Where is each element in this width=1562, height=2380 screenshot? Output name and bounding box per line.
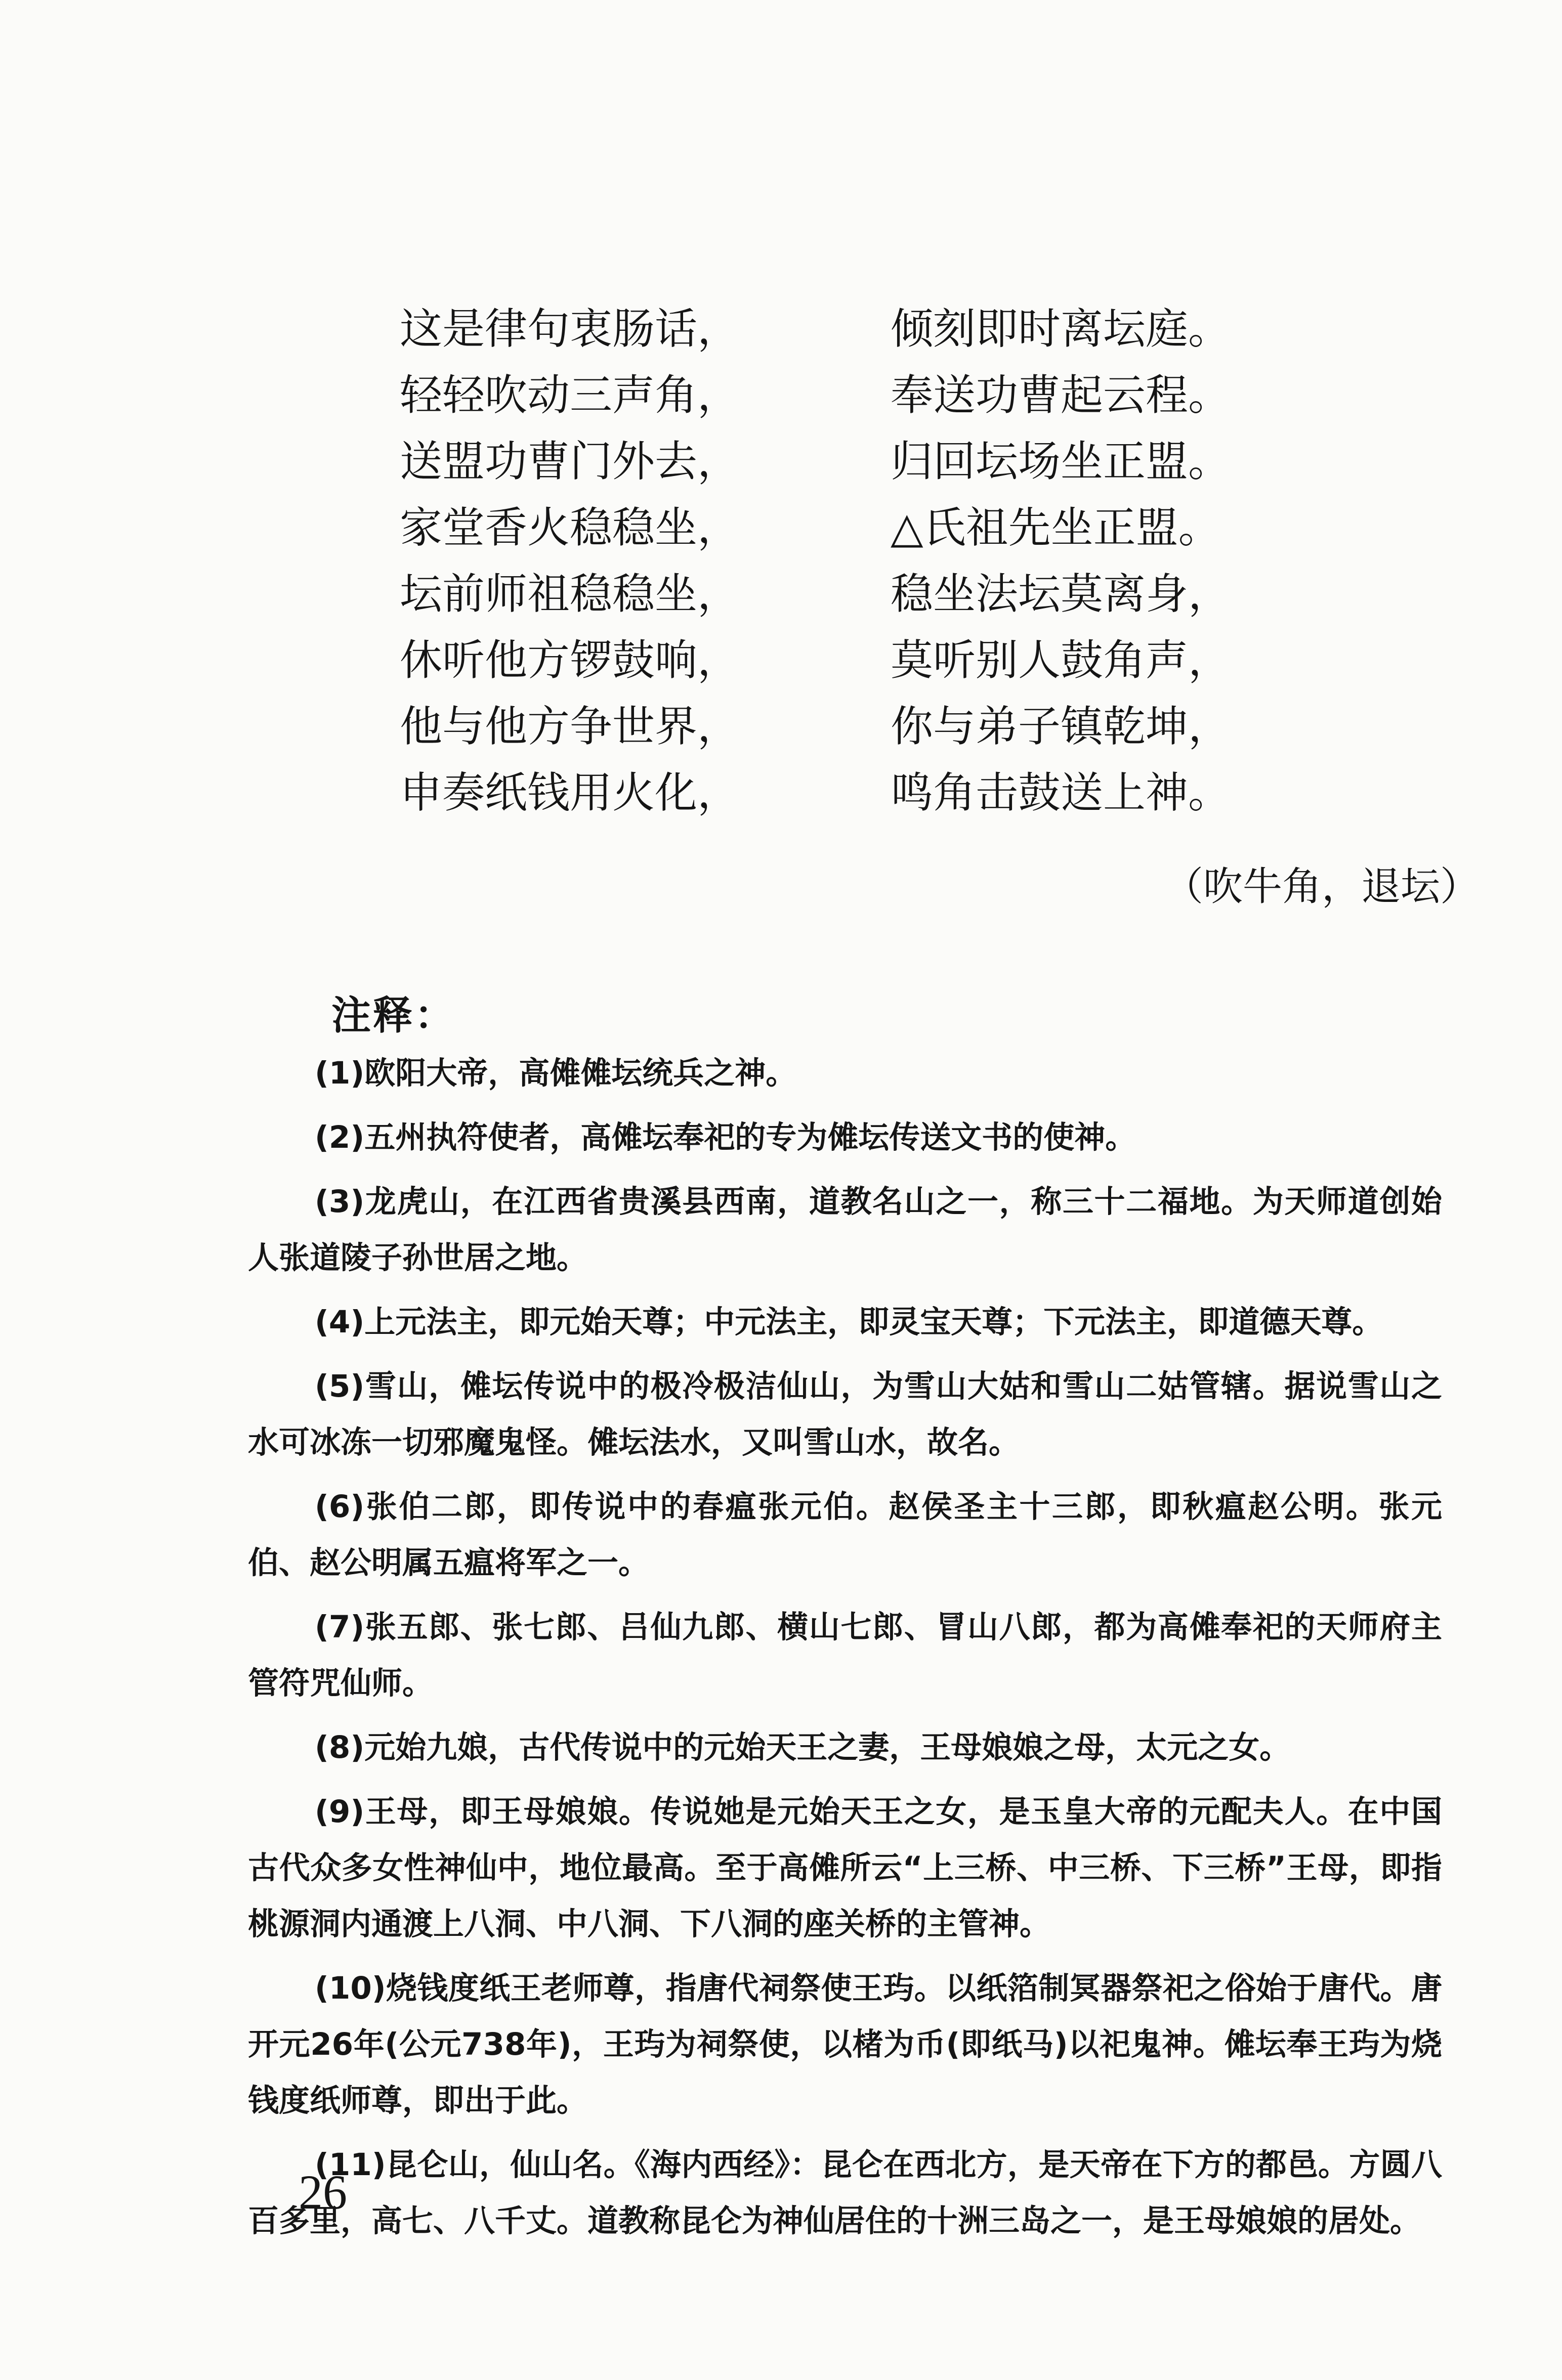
note-item: (11)昆仑山，仙山名。《海内西经》：昆仑在西北方，是天帝在下方的都邑。方圆八百多里，高七、八千丈。道教称昆仑为神仙居住的十洲三岛之一，是王母娘娘的居处。 (248, 2147, 1442, 2239)
note-item: (9)王母，即王母娘娘。传说她是元始天王之女，是玉皇大帝的元配夫人。在中国古代众多女性神仙中，地位最高。至于高傩所云“上三桥、中三桥、下三桥”王母，即指桃源洞内通渡上八洞、中八洞、下八洞的座关桥的主管神。 (248, 1794, 1442, 1942)
poem-line-left: 轻轻吹动三声角， (400, 370, 740, 420)
note-item: (7)张五郎、张七郎、吕仙九郎、横山七郎、冒山八郎，都为高傩奉祀的天师府主管符咒仙师。 (248, 1609, 1442, 1701)
poem-line-left: 休听他方锣鼓响， (400, 635, 740, 685)
note-item: (1)欧阳大帝，高傩傩坛统兵之神。 (315, 1055, 797, 1091)
notes-heading: 注释： (331, 993, 456, 1038)
poem-line-right: 归回坛场坐正盟。 (891, 437, 1231, 486)
notes-list (248, 1045, 1442, 2257)
poem-line-left: 家堂香火稳稳坐， (400, 503, 740, 552)
poem-line-right: 稳坐法坛莫离身， (891, 569, 1231, 619)
note-item: (10)烧钱度纸王老师尊，指唐代祠祭使王玙。以纸箔制冥器祭祀之俗始于唐代。唐开元26年(公元738年)，王玙为祠祭使，以楮为币(即纸马)以祀鬼神。傩坛奉王玙为烧钱度纸师尊，即出于此。 (248, 1970, 1442, 2118)
poem-line-right: 倾刻即时离坛庭。 (891, 304, 1231, 354)
poem-line-left: 这是律句衷肠话， (400, 304, 740, 354)
poem-line-left: 申奏纸钱用火化， (400, 768, 740, 817)
poem-line-right: △氏祖先坐正盟。 (891, 503, 1221, 552)
poem-line-left: 坛前师祖稳稳坐， (400, 569, 740, 619)
note-item: (8)元始九娘，古代传说中的元始天王之妻，王母娘娘之母，太元之女。 (315, 1729, 1291, 1765)
poem-line-right: 莫听别人鼓角声， (891, 635, 1231, 685)
poem-line-left: 送盟功曹门外去， (400, 437, 740, 486)
note-item: (4)上元法主，即元始天尊；中元法主，即灵宝天尊；下元法主，即道德天尊。 (315, 1304, 1383, 1340)
page-number: 26 (299, 2165, 347, 2219)
note-item: (2)五州执符使者，高傩坛奉祀的专为傩坛传送文书的使神。 (315, 1119, 1136, 1155)
poem-line-right: 鸣角击鼓送上神。 (891, 768, 1231, 817)
poem-line-left: 他与他方争世界， (400, 702, 740, 751)
poem-line-right: 你与弟子镇乾坤， (891, 702, 1231, 751)
stage-direction: （吹牛角，退坛） (1164, 864, 1480, 910)
note-item: (6)张伯二郎，即传说中的春瘟张元伯。赵侯圣主十三郎，即秋瘟赵公明。张元伯、赵公明属五瘟将军之一。 (248, 1489, 1442, 1581)
note-item: (5)雪山，傩坛传说中的极冷极洁仙山，为雪山大姑和雪山二姑管辖。据说雪山之水可冰冻一切邪魔鬼怪。傩坛法水，又叫雪山水，故名。 (248, 1368, 1442, 1460)
note-item: (3)龙虎山，在江西省贵溪县西南，道教名山之一，称三十二福地。为天师道创始人张道陵子孙世居之地。 (248, 1184, 1442, 1276)
poem-line-right: 奉送功曹起云程。 (891, 370, 1231, 420)
